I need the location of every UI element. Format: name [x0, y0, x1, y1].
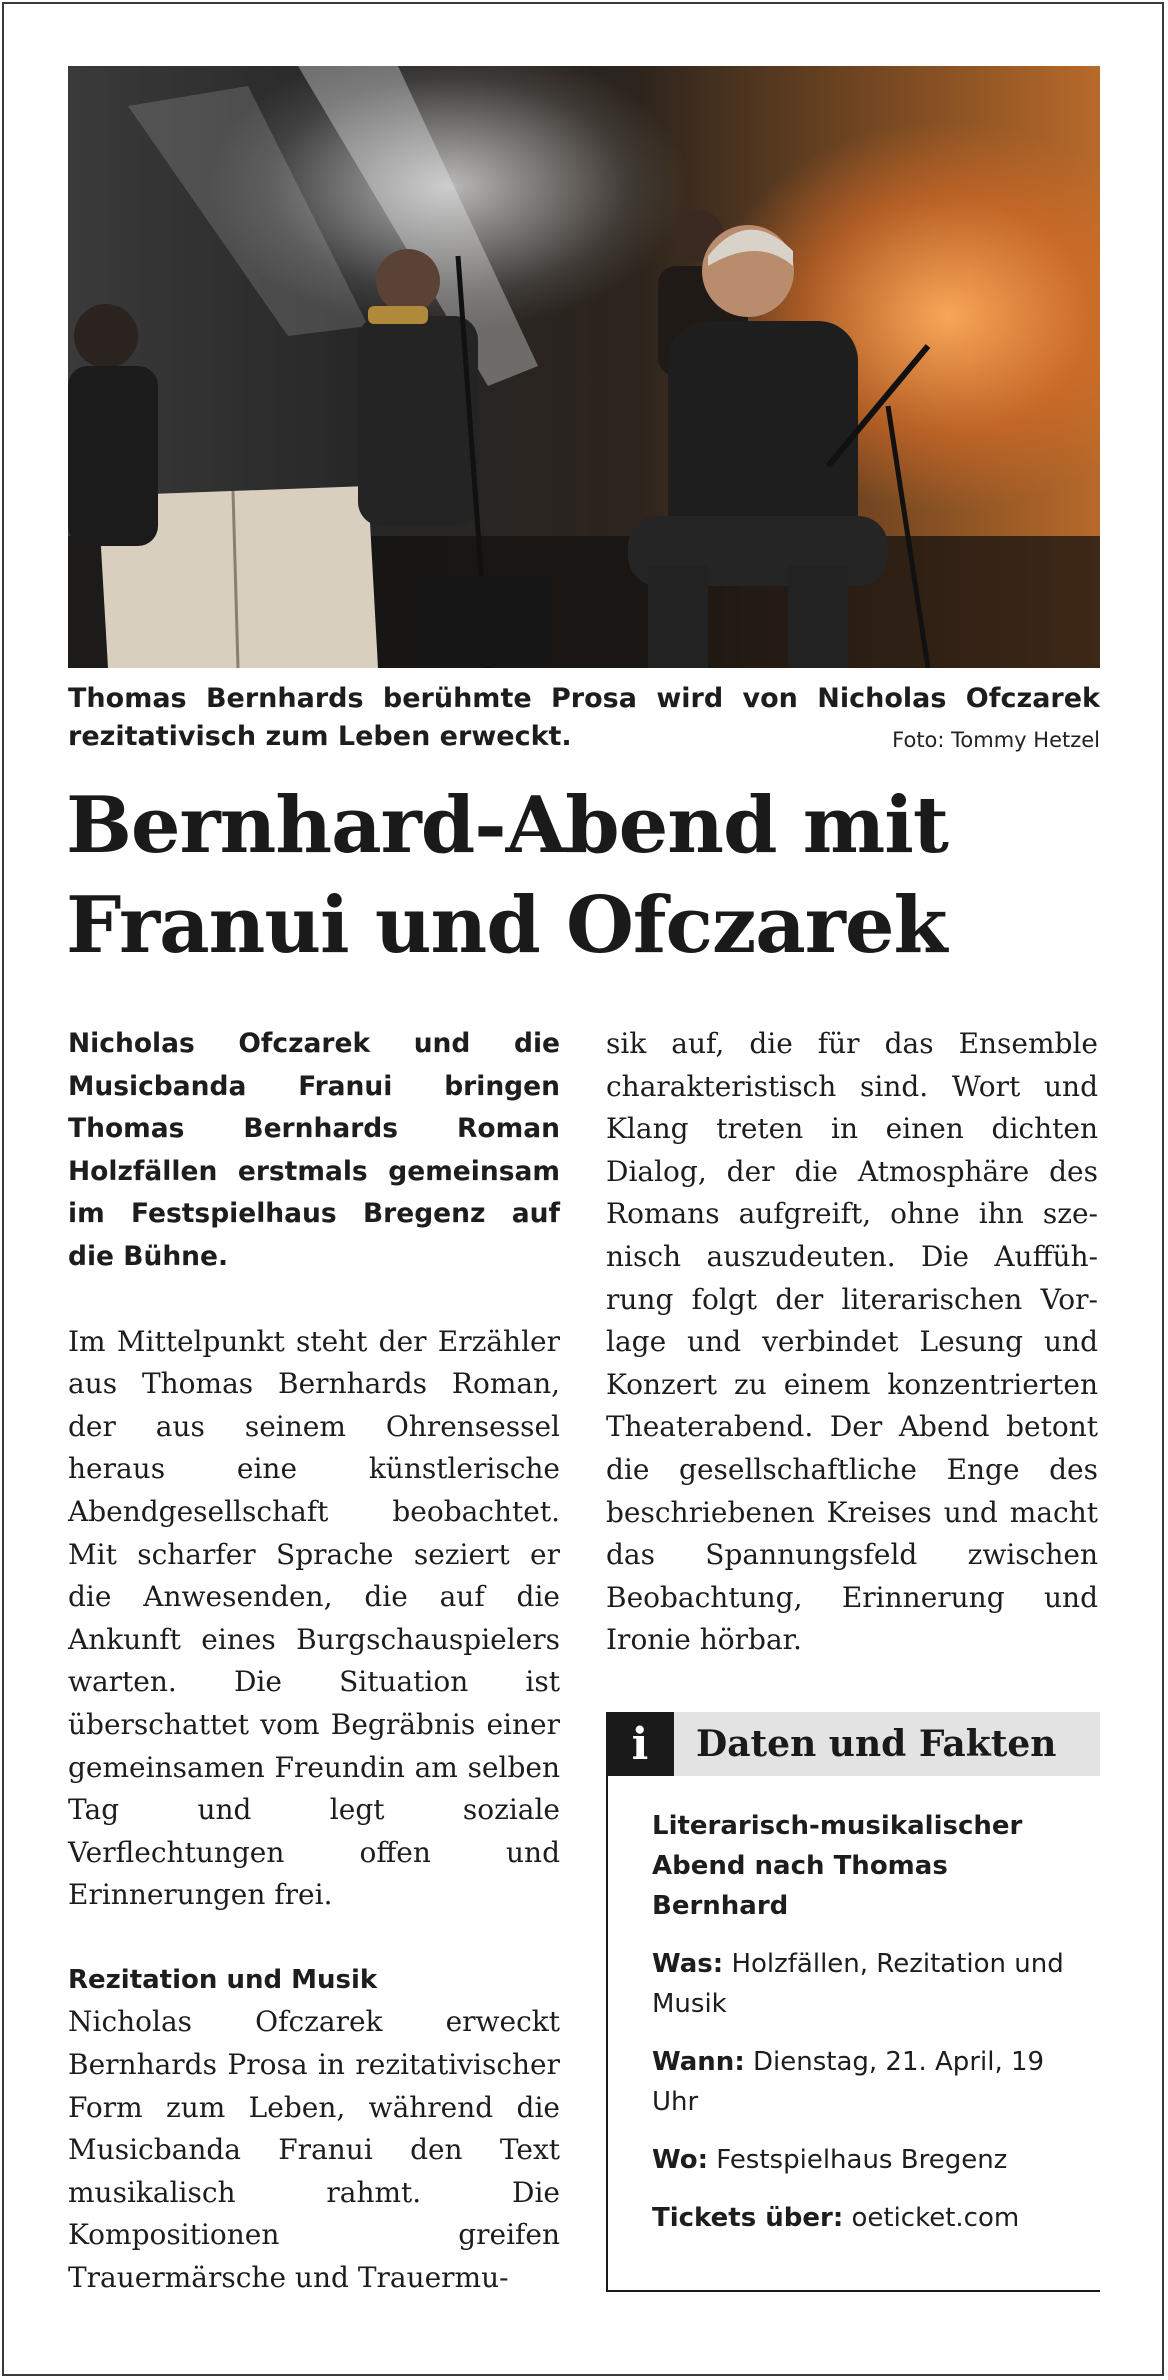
fact-value: Festspielhaus Bregenz [716, 2145, 1008, 2175]
concert-scene-graphic [68, 66, 1100, 668]
fact-label: Wann: [652, 2047, 745, 2077]
fact-row-wo [652, 2140, 1072, 2180]
facts-box-title: Daten und Fakten [696, 1723, 1057, 1765]
photo-caption: Thomas Bernhards berühmte Prosa wird von Nicholas Ofczarek rezitativisch zum Leben erweckt. [68, 683, 1100, 752]
facts-box-body [652, 1806, 1072, 2256]
fact-label: Tickets über: [652, 2203, 844, 2233]
body-paragraph-2-part-1: Nicholas Ofczarek erweckt Bernhards Prosa in rezitativischer Form zum Leben, während die Musicbanda Franui den Text musikalisch rahmt. Die Kompositionen greifen Trauermärsche und Trauermu- [68, 2005, 560, 2295]
facts-box [606, 1712, 1100, 2292]
fact-row-tickets [652, 2198, 1072, 2238]
body-paragraph-1: Im Mittelpunkt steht der Erzähler aus Thomas Bernhards Roman, der aus seinem Ohrensessel heraus eine künstlerische Abendgesellschaft beobachtet. Mit scharfer Sprache seziert er die Anwesenden, die auf die Ankunft eines Burgschauspielers warten. Die Situation ist überschattet vom Begräbnis einer gemeinsamen Freundin am selben Tag und legt soziale Verflechtungen offen und Erinnerungen frei. [68, 1324, 560, 1912]
article-lead: Nicholas Ofczarek und die Musicbanda Franui bringen Thomas Bernhards Roman Holzfällen erstmals gemeinsam im Festspielhaus Bregenz auf die Bühne. [68, 1028, 560, 1272]
fact-row-wann [652, 2042, 1072, 2122]
section-subhead: Rezitation und Musik [68, 1964, 378, 1995]
right-column [606, 1023, 1098, 1662]
fact-row-was [652, 1944, 1072, 2024]
concert-photo [68, 66, 1100, 668]
info-icon: i [606, 1712, 674, 1776]
fact-value: Dienstag, 21. April, 19 Uhr [652, 2047, 1045, 2117]
fact-label: Was: [652, 1949, 724, 1979]
facts-box-subtitle: Literarisch-musikalischer Abend nach Thomas Bernhard [652, 1811, 1023, 1921]
body-paragraph-2-part-2: sik auf, die für das Ensemble charakteristisch sind. Wort und Klang treten in einen dichten Dialog, der die Atmosphäre des Romans aufgreift, ohne ihn szenisch auszudeuten. Die Aufführung folgt der literarischen Vorlage und verbindet Lesung und Konzert zu einem konzentrierten Theaterabend. Der Abend betont die gesellschaftliche Enge des beschriebenen Kreises und macht das Spannungsfeld zwischen Beobachtung, Erinnerung und Ironie hörbar. [606, 1027, 1098, 1657]
left-column [68, 1023, 560, 2300]
facts-box-header [606, 1712, 1100, 1776]
article-headline: Bernhard-Abend mit Franui und Ofczarek [66, 780, 948, 971]
photo-credit: Foto: Tommy Hetzel [892, 728, 1100, 752]
fact-value: Holzfällen, Rezitation und Musik [652, 1949, 1064, 2019]
fact-label: Wo: [652, 2145, 709, 2175]
fact-value: oeticket.com [851, 2203, 1020, 2233]
